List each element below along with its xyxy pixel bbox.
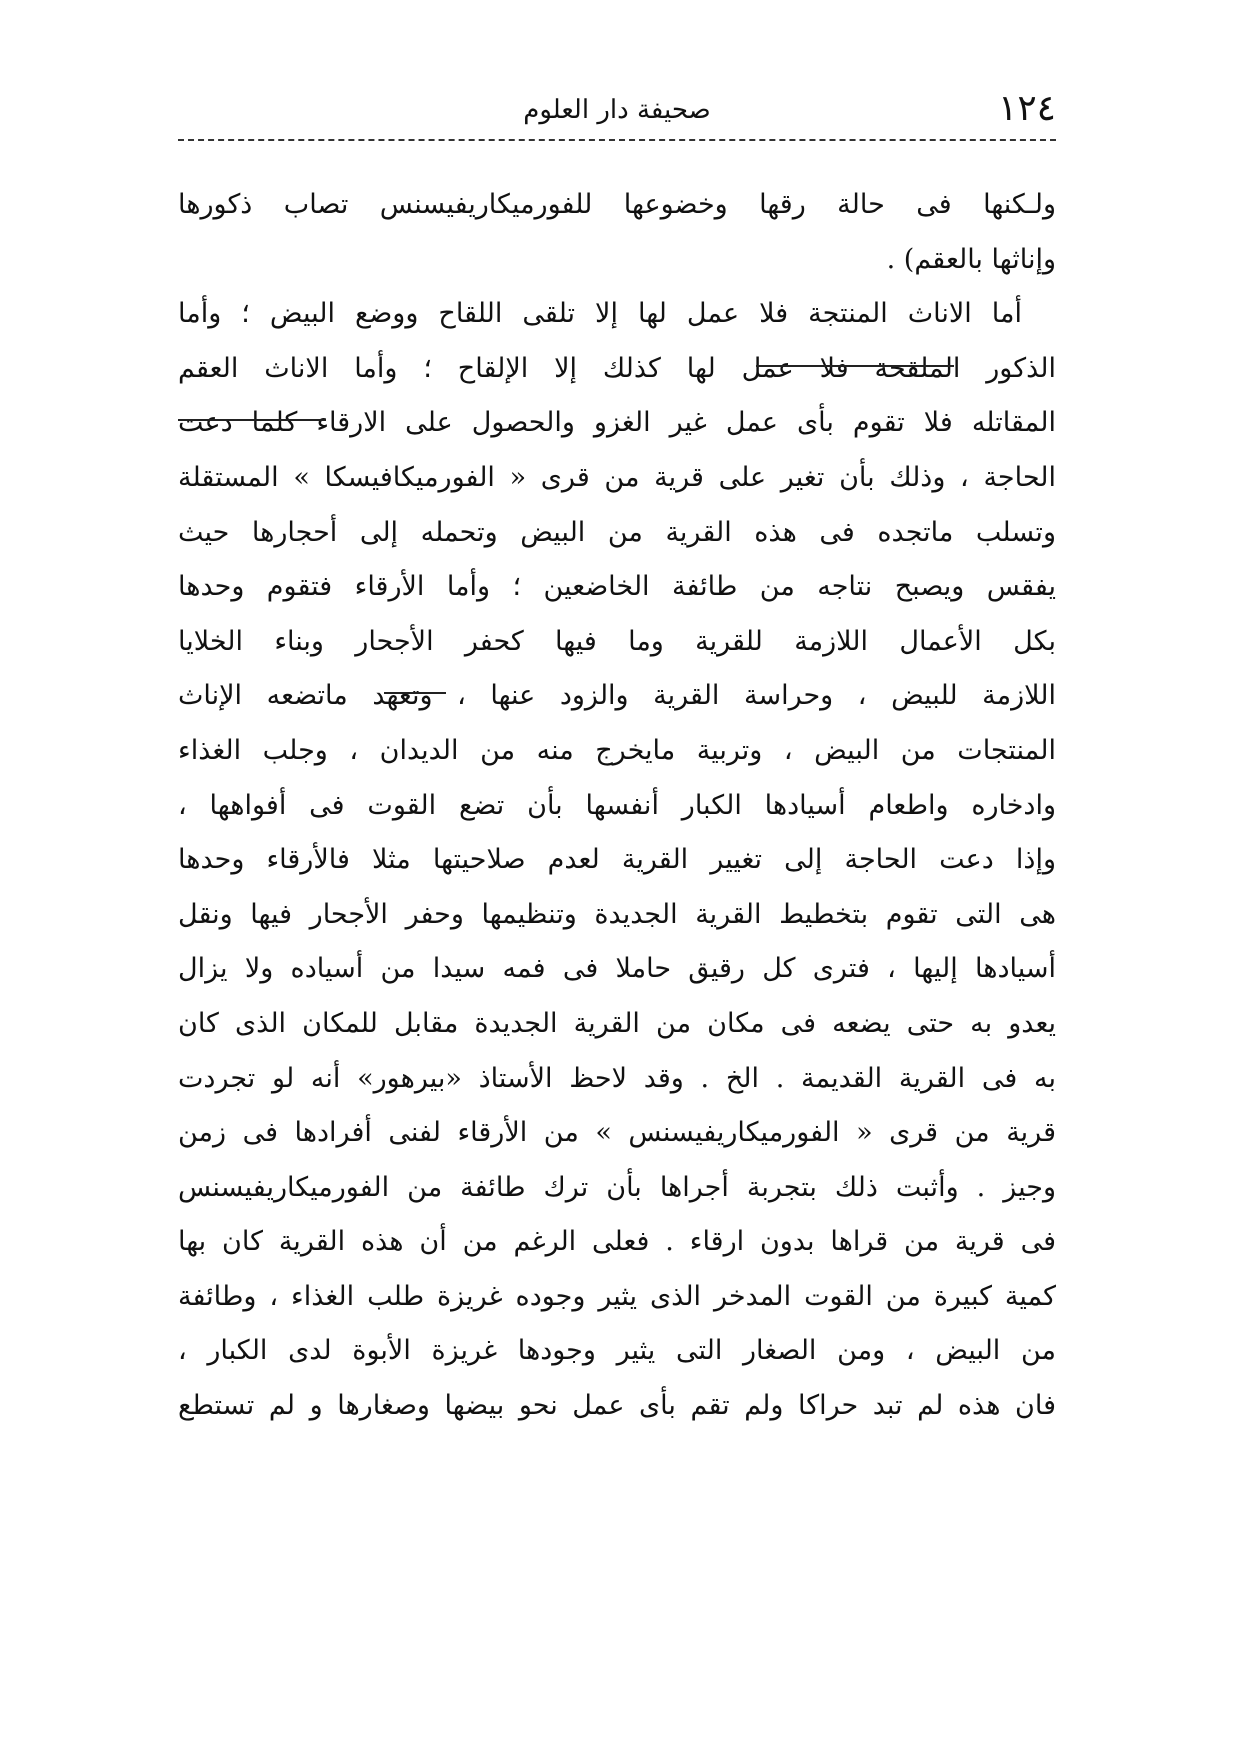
page-number: ١٢٤ [997, 88, 1056, 129]
body-line: به فى القرية القديمة . الخ . وقد لاحظ الأستاذ «بيرهور» أنه لو تجردت [178, 1062, 1056, 1094]
body-line: ولـكنها فى حالة رقها وخضوعها للفورميكاريفيسنس تصاب ذكورها [178, 189, 1056, 220]
body-line: وإذا دعت الحاجة إلى تغيير القرية لعدم صلاحيتها مثلا فالأرقاء وحدها [178, 844, 1056, 876]
body-line: المقاتله فلا تقوم بأى عمل غير الغزو والحصول على الارقاء كلما دعت [178, 407, 1056, 439]
page-header [178, 85, 1056, 135]
body-line: كمية كبيرة من القوت المدخر الذى يثير وجوده غريزة طلب الغذاء ، وطائفة [178, 1280, 1056, 1312]
header-rule [178, 139, 1056, 141]
body-line: اللازمة للبيض ، وحراسة القرية والزود عنها ، وتعهد ماتضعه الإناث [178, 680, 1056, 712]
body-line: وإناثها بالعقم) . [886, 243, 1056, 275]
body-line: وادخاره واطعام أسيادها الكبار أنفسها بأن تضع القوت فى أفواهها ، [178, 789, 1056, 821]
body-line: يفقس ويصبح نتاجه من طائفة الخاضعين ؛ وأما الأرقاء فتقوم وحدها [178, 571, 1056, 603]
body-line: يعدو به حتى يضعه فى مكان من القرية الجديدة مقابل للمكان الذى كان [178, 1007, 1056, 1039]
underline-mark [756, 365, 954, 367]
body-line: الحاجة ، وذلك بأن تغير على قرية من قرى « الفورميكافيسكا » المستقلة [178, 461, 1056, 493]
body-line: الذكور الملقحة فلا عمل لها كذلك إلا الإلقاح ؛ وأما الاناث العقم [178, 352, 1056, 384]
body-line: أما الاناث المنتجة فلا عمل لها إلا تلقى اللقاح ووضع البيض ؛ وأما [178, 298, 1022, 330]
body-line: هى التى تقوم بتخطيط القرية الجديدة وتنظيمها وحفر الأجحار فيها ونقل [178, 898, 1056, 930]
body-line: أسيادها إليها ، فترى كل رقيق حاملا فى فمه سيدا من أسياده ولا يزال [178, 953, 1056, 985]
running-head: صحيفة دار العلوم [523, 95, 711, 125]
body-line: وجيز . وأثبت ذلك بتجربة أجراها بأن ترك طائفة من الفورميكاريفيسنس [178, 1171, 1056, 1203]
body-line: فان هذه لم تبد حراكا ولم تقم بأى عمل نحو بيضها وصغارها و لم تستطع [178, 1390, 1056, 1422]
body-line: من البيض ، ومن الصغار التى يثير وجودها غريزة الأبوة لدى الكبار ، [178, 1335, 1056, 1367]
body-line: بكل الأعمال اللازمة للقرية وما فيها كحفر الأجحار وبناء الخلايا [178, 625, 1056, 657]
underline-mark [178, 419, 326, 421]
body-line: وتسلب ماتجده فى هذه القرية من البيض وتحمله إلى أحجارها حيث [178, 516, 1056, 548]
body-line: المنتجات من البيض ، وتربية مايخرج منه من الديدان ، وجلب الغذاء [178, 734, 1056, 766]
body-line: فى قرية من قراها بدون ارقاء . فعلى الرغم من أن هذه القرية كان بها [178, 1226, 1056, 1258]
body-line: قرية من قرى « الفورميكاريفيسنس » من الأرقاء لفنى أفرادها فى زمن [178, 1117, 1056, 1149]
underline-mark [384, 692, 446, 694]
